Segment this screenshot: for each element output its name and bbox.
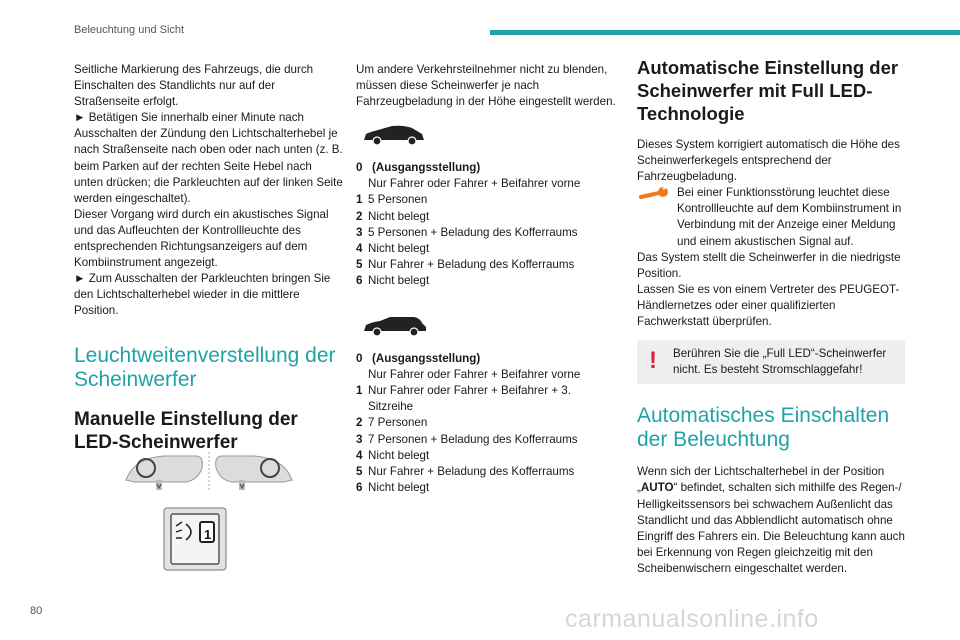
paragraph: Um andere Verkehrsteilnehmer nicht zu blenden, müssen diese Scheinwerfer je nach Fahrzeugbeladung in der Höhe eingestellt werden. [356,63,616,109]
load-positions-list [356,160,616,289]
list-item-text: Nicht belegt [368,209,430,223]
list-item [356,273,616,289]
warning-text: Berühren Sie die „Full LED“-Scheinwerfer nicht. Es besteht Stromschlaggefahr! [673,347,887,377]
list-item-number: 1 [356,193,363,207]
headlight-range-dial-icon [164,508,226,570]
header-accent-bar [490,30,960,35]
paragraph: ► Betätigen Sie innerhalb einer Minute nach Ausschalten der Zündung den Lichtschalterhebel je nach Straßenseite nach oben oder nach unten (z. B. beim Parken auf der rechten Seite Hebel nach unten drücken; die Parkleuchten auf der linken Seite werden eingeschaltet). [74,111,343,205]
list-item-number: 6 [356,273,363,287]
list-item [356,160,616,176]
dial-value: 1 [204,527,212,542]
paragraph [637,464,905,577]
page-number: 80 [30,605,43,617]
paragraph: Bei einer Funktionsstörung leuchtet diese Kontrollleuchte auf dem Kombiinstrument in Verbindung mit der Anzeige einer Meldung und einem akustischen Signal auf. [677,186,902,248]
list-item-text: 5 Personen [368,193,428,207]
paragraph: ► Zum Ausschalten der Parkleuchten bringen Sie den Lichtschalterhebel wieder in die mittlere Position. [74,272,331,318]
paragraph: Dieses System korrigiert automatisch die Höhe des Scheinwerferkegels entsprechend der Fahrzeugbeladung. [637,138,900,184]
list-item-number: 4 [356,241,363,255]
dashboard-right-illustration [216,456,292,490]
list-item-number: 0 [356,352,363,366]
wrench-icon [637,185,675,203]
list-item-text: Nur Fahrer + Beladung des Kofferraums [368,464,575,478]
list-item-text: Nur Fahrer oder Fahrer + Beifahrer vorne [368,368,581,382]
auto-label: AUTO [640,481,674,495]
list-item [356,480,616,496]
warning-box [637,340,905,384]
list-item-text: Nicht belegt [368,448,430,462]
section-title: Beleuchtung und Sicht [74,24,185,36]
list-item-text: Nur Fahrer oder Fahrer + Beifahrer + 3. Sitzreihe [368,384,571,414]
headlight-adjust-diagram [124,450,294,576]
list-item-text: Nur Fahrer oder Fahrer + Beifahrer vorne [368,177,581,191]
list-item-text: Nicht belegt [368,241,430,255]
list-item-number: 2 [356,416,363,430]
load-positions-list [356,351,616,496]
section-heading: Leuchtweitenverstellung der Scheinwerfer [74,343,336,391]
dashboard-left-illustration [126,456,202,490]
list-item [356,415,616,431]
list-item-number: 5 [356,464,363,478]
suv-car-icon [362,124,426,146]
list-item-number: 2 [356,209,363,223]
list-item [356,351,616,367]
exclamation-icon: ! [649,347,657,375]
list-item-text: 7 Personen [368,416,428,430]
list-item-text: (Ausgangsstellung) [372,352,481,366]
list-item-text: Nur Fahrer + Beladung des Kofferraums [368,257,575,271]
list-item [356,192,616,208]
subsection-heading: Manuelle Einstellung der LED-Scheinwerfer [74,408,298,453]
list-item [356,241,616,257]
paragraph: Seitliche Markierung des Fahrzeugs, die durch Einschalten des Standlichts nur auf der Straßenseite erfolgt. [74,63,314,109]
list-item [356,209,616,225]
subsection-heading: Automatische Einstellung der Scheinwerfer mit Full LED-Technologie [637,57,899,124]
list-item-text: 5 Personen + Beladung des Kofferraums [368,225,578,239]
estate-car-icon [362,315,428,337]
list-item-text: 7 Personen + Beladung des Kofferraums [368,432,578,446]
paragraph: Dieser Vorgang wird durch ein akustisches Signal und das Aufleuchten der Kontrollleuchte des entsprechenden Richtungsanzeigers auf dem Kombiinstrument angezeigt. [74,207,329,270]
list-item [356,464,616,480]
list-item-text: Nicht belegt [368,480,430,494]
list-item-number: 5 [356,257,363,271]
list-item-number: 1 [356,384,363,398]
list-item-number: 6 [356,480,363,494]
paragraph: Lassen Sie es von einem Vertreter des PEUGEOT-Händlernetzes oder einer qualifizierten Fachwerkstatt überprüfen. [637,282,900,329]
text-span: Wenn sich der Lichtschalterhebel in der Position „ [637,465,885,495]
text-span: “ befindet, schalten sich mithilfe des Regen-/ Helligkeitssensors bei schwachem Außenlicht das Standlicht und das Abblendlicht automatisch ohne Eingriff des Fahrers ein. Die Beleuchtung kann auch bei Erkennung von Regen gleichzeitig mit den Scheibenwischern eingeschaltet werden. [637,481,905,575]
list-item-number: 0 [356,161,363,175]
list-item [356,367,616,383]
section-heading: Automatisches Einschalten der Beleuchtung [637,404,890,452]
list-item-number: 3 [356,225,363,239]
list-item-number: 3 [356,432,363,446]
list-item [356,257,616,273]
column-2 [356,62,616,496]
list-item [356,432,616,448]
column-3 [637,57,905,577]
list-item [356,176,616,192]
watermark: carmanualsonline.info [565,605,819,633]
paragraph: Das System stellt die Scheinwerfer in die niedrigste Position. [637,250,901,280]
list-item-number: 4 [356,448,363,462]
list-item-text: Nicht belegt [368,273,430,287]
column-1 [74,62,344,468]
list-item [356,383,616,415]
list-item-text: (Ausgangsstellung) [372,161,481,175]
list-item [356,448,616,464]
list-item [356,225,616,241]
